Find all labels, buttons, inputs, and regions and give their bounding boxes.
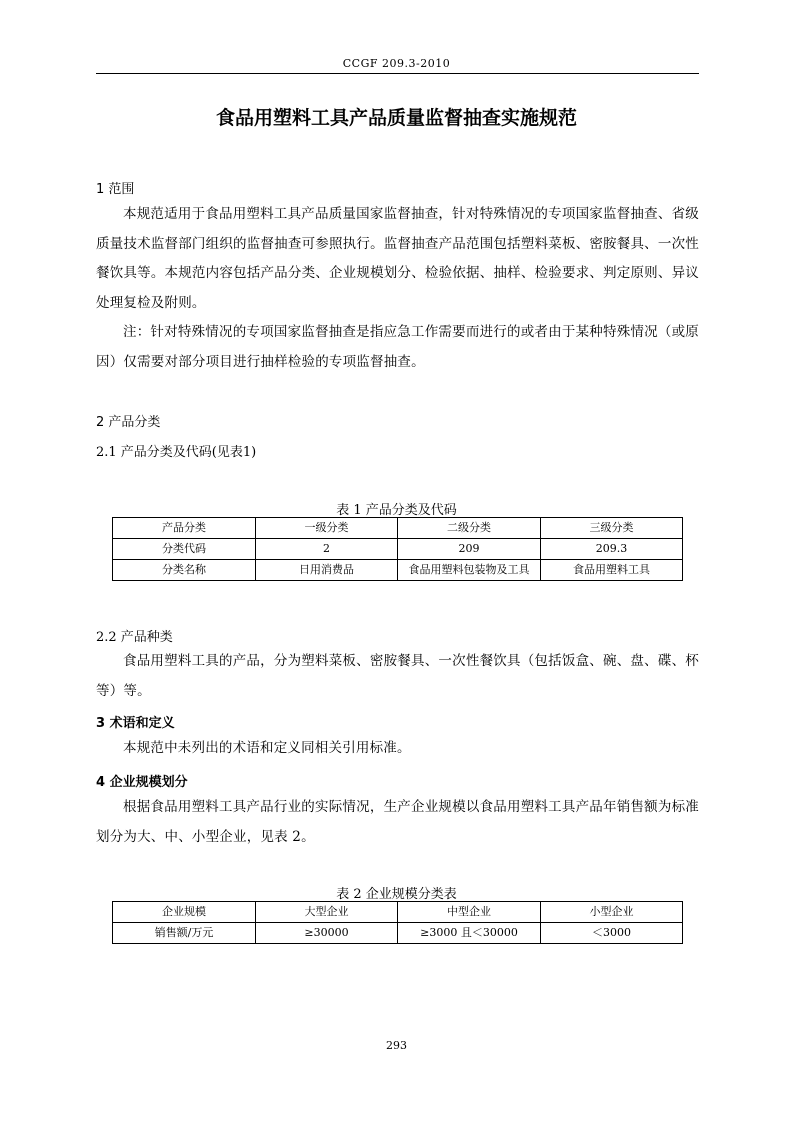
table-1-row — [113, 518, 683, 539]
table-1-caption: 表 1 产品分类及代码 — [336, 503, 457, 518]
section-2-2-heading: 2.2 产品种类 — [96, 630, 173, 645]
table-1 — [112, 517, 683, 581]
document-title: 食品用塑料工具产品质量监督抽查实施规范 — [215, 107, 577, 129]
table-cell: 一级分类 — [256, 518, 398, 539]
header-divider — [96, 73, 699, 74]
table-cell: 小型企业 — [541, 902, 683, 923]
table-cell: 食品用塑料工具 — [541, 560, 683, 581]
table-cell: 二级分类 — [398, 518, 541, 539]
section-3-heading: 3 术语和定义 — [96, 716, 175, 731]
table-2-caption: 表 2 企业规模分类表 — [336, 887, 457, 902]
table-cell: ≥3000 且＜30000 — [398, 923, 541, 944]
section-1-note: 注：针对特殊情况的专项国家监督抽查是指应急工作需要而进行的或者由于某种特殊情况（或原因）仅需要对部分项目进行抽样检验的专项监督抽查。 — [96, 324, 699, 370]
section-2-heading: 2 产品分类 — [96, 415, 161, 430]
section-2-2-paragraph: 食品用塑料工具的产品，分为塑料菜板、密胺餐具、一次性餐饮具（包括饭盒、碗、盘、碟、杯等）等。 — [96, 653, 699, 699]
page-number: 293 — [386, 1039, 407, 1052]
table-cell: 大型企业 — [256, 902, 398, 923]
table-cell: 企业规模 — [113, 902, 256, 923]
table-cell: ≥30000 — [256, 923, 398, 944]
section-1-paragraph: 本规范适用于食品用塑料工具产品质量国家监督抽查，针对特殊情况的专项国家监督抽查、省级质量技术监督部门组织的监督抽查可参照执行。监督抽查产品范围包括塑料菜板、密胺餐具、一次性餐饮具等。本规范内容包括产品分类、企业规模划分、检验依据、抽样、检验要求、判定原则、异议处理复检及附则。 — [96, 206, 699, 311]
table-cell: ＜3000 — [541, 923, 683, 944]
table-cell: 分类代码 — [113, 539, 256, 560]
table-1-row — [113, 539, 683, 560]
header-standard-code: CCGF 209.3-2010 — [342, 57, 451, 70]
table-cell: 209 — [398, 539, 541, 560]
table-cell: 三级分类 — [541, 518, 683, 539]
table-cell: 销售额/万元 — [113, 923, 256, 944]
section-4-heading: 4 企业规模划分 — [96, 775, 188, 790]
table-cell: 2 — [256, 539, 398, 560]
table-cell: 分类名称 — [113, 560, 256, 581]
table-2-row — [113, 923, 683, 944]
section-2-1-heading: 2.1 产品分类及代码(见表1) — [96, 445, 257, 460]
table-cell: 食品用塑料包装物及工具 — [398, 560, 541, 581]
table-2-row — [113, 902, 683, 923]
table-2 — [112, 901, 683, 944]
table-cell: 209.3 — [541, 539, 683, 560]
section-4-paragraph: 根据食品用塑料工具产品行业的实际情况，生产企业规模以食品用塑料工具产品年销售额为标准划分为大、中、小型企业，见表 2。 — [96, 799, 699, 845]
table-cell: 日用消费品 — [256, 560, 398, 581]
table-cell: 中型企业 — [398, 902, 541, 923]
table-cell: 产品分类 — [113, 518, 256, 539]
section-3-paragraph: 本规范中未列出的术语和定义同相关引用标准。 — [123, 740, 411, 756]
table-1-row — [113, 560, 683, 581]
section-1-heading: 1 范围 — [96, 182, 135, 197]
